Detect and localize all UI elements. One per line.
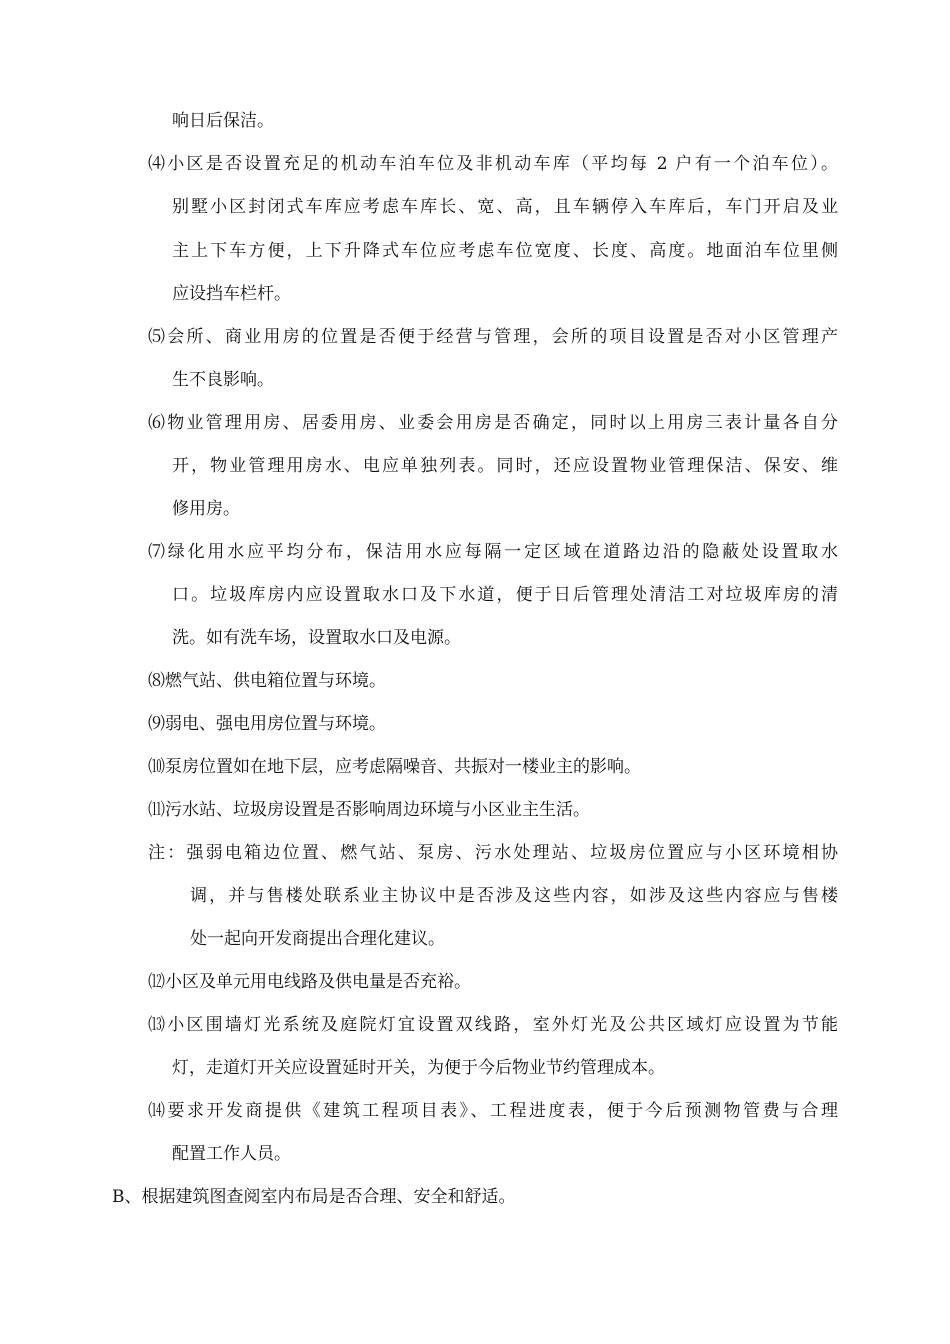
list-item-8: ⑻燃气站、供电箱位置与环境。 — [148, 671, 386, 691]
list-item-7: ⑺绿化用水应平均分布，保洁用水应每隔一定区域在道路边沿的隐蔽处设置取水 — [148, 542, 838, 562]
text-line: 洗。如有洗车场，设置取水口及电源。 — [172, 628, 461, 648]
text-line: 生不良影响。 — [172, 370, 274, 390]
list-item-11: ⑾污水站、垃圾房设置是否影响周边环境与小区业主生活。 — [148, 800, 590, 820]
list-item-6: ⑹物业管理用房、居委用房、业委会用房是否确定，同时以上用房三表计量各自分 — [148, 413, 838, 433]
list-item-9: ⑼弱电、强电用房位置与环境。 — [148, 714, 386, 734]
text-line: 灯，走道灯开关应设置延时开关，为便于今后物业节约管理成本。 — [172, 1058, 665, 1078]
text-line: 响日后保洁。 — [172, 111, 274, 131]
list-item-14: ⒁要求开发商提供《建筑工程项目表》、工程进度表，便于今后预测物管费与合理 — [148, 1101, 838, 1121]
list-item-4: ⑷小区是否设置充足的机动车泊车位及非机动车库（平均每 2 户有一个泊车位）。 — [148, 154, 838, 174]
list-item-13: ⒀小区围墙灯光系统及庭院灯宜设置双线路，室外灯光及公共区域灯应设置为节能 — [148, 1015, 838, 1035]
text-line: 别墅小区封闭式车库应考虑车库长、宽、高，且车辆停入车库后，车门开启及业 — [172, 197, 838, 217]
list-item-12: ⑿小区及单元用电线路及供电量是否充裕。 — [148, 972, 471, 992]
text-line: 口。垃圾库房内应设置取水口及下水道，便于日后管理处清洁工对垃圾库房的清 — [172, 585, 838, 605]
text-line: 调，并与售楼处联系业主协议中是否涉及这些内容，如涉及这些内容应与售楼 — [190, 886, 838, 906]
list-item-10: ⑽泵房位置如在地下层，应考虑隔噪音、共振对一楼业主的影响。 — [148, 757, 641, 777]
text-line: 应设挡车栏杆。 — [172, 284, 291, 304]
note-paragraph: 注：强弱电箱边位置、燃气站、泵房、污水处理站、垃圾房位置应与小区环境相协 — [148, 843, 838, 863]
text-line: 开，物业管理用房水、电应单独列表。同时，还应设置物业管理保洁、保安、维 — [172, 456, 838, 476]
list-item-5: ⑸会所、商业用房的位置是否便于经营与管理，会所的项目设置是否对小区管理产 — [148, 327, 838, 347]
text-line: 配置工作人员。 — [172, 1144, 291, 1164]
text-line: 主上下车方便，上下升降式车位应考虑车位宽度、长度、高度。地面泊车位里侧 — [172, 241, 838, 261]
section-heading-b: B、根据建筑图查阅室内布局是否合理、安全和舒适。 — [112, 1187, 516, 1207]
text-line: 修用房。 — [172, 499, 240, 519]
text-line: 处一起向开发商提出合理化建议。 — [190, 929, 445, 949]
